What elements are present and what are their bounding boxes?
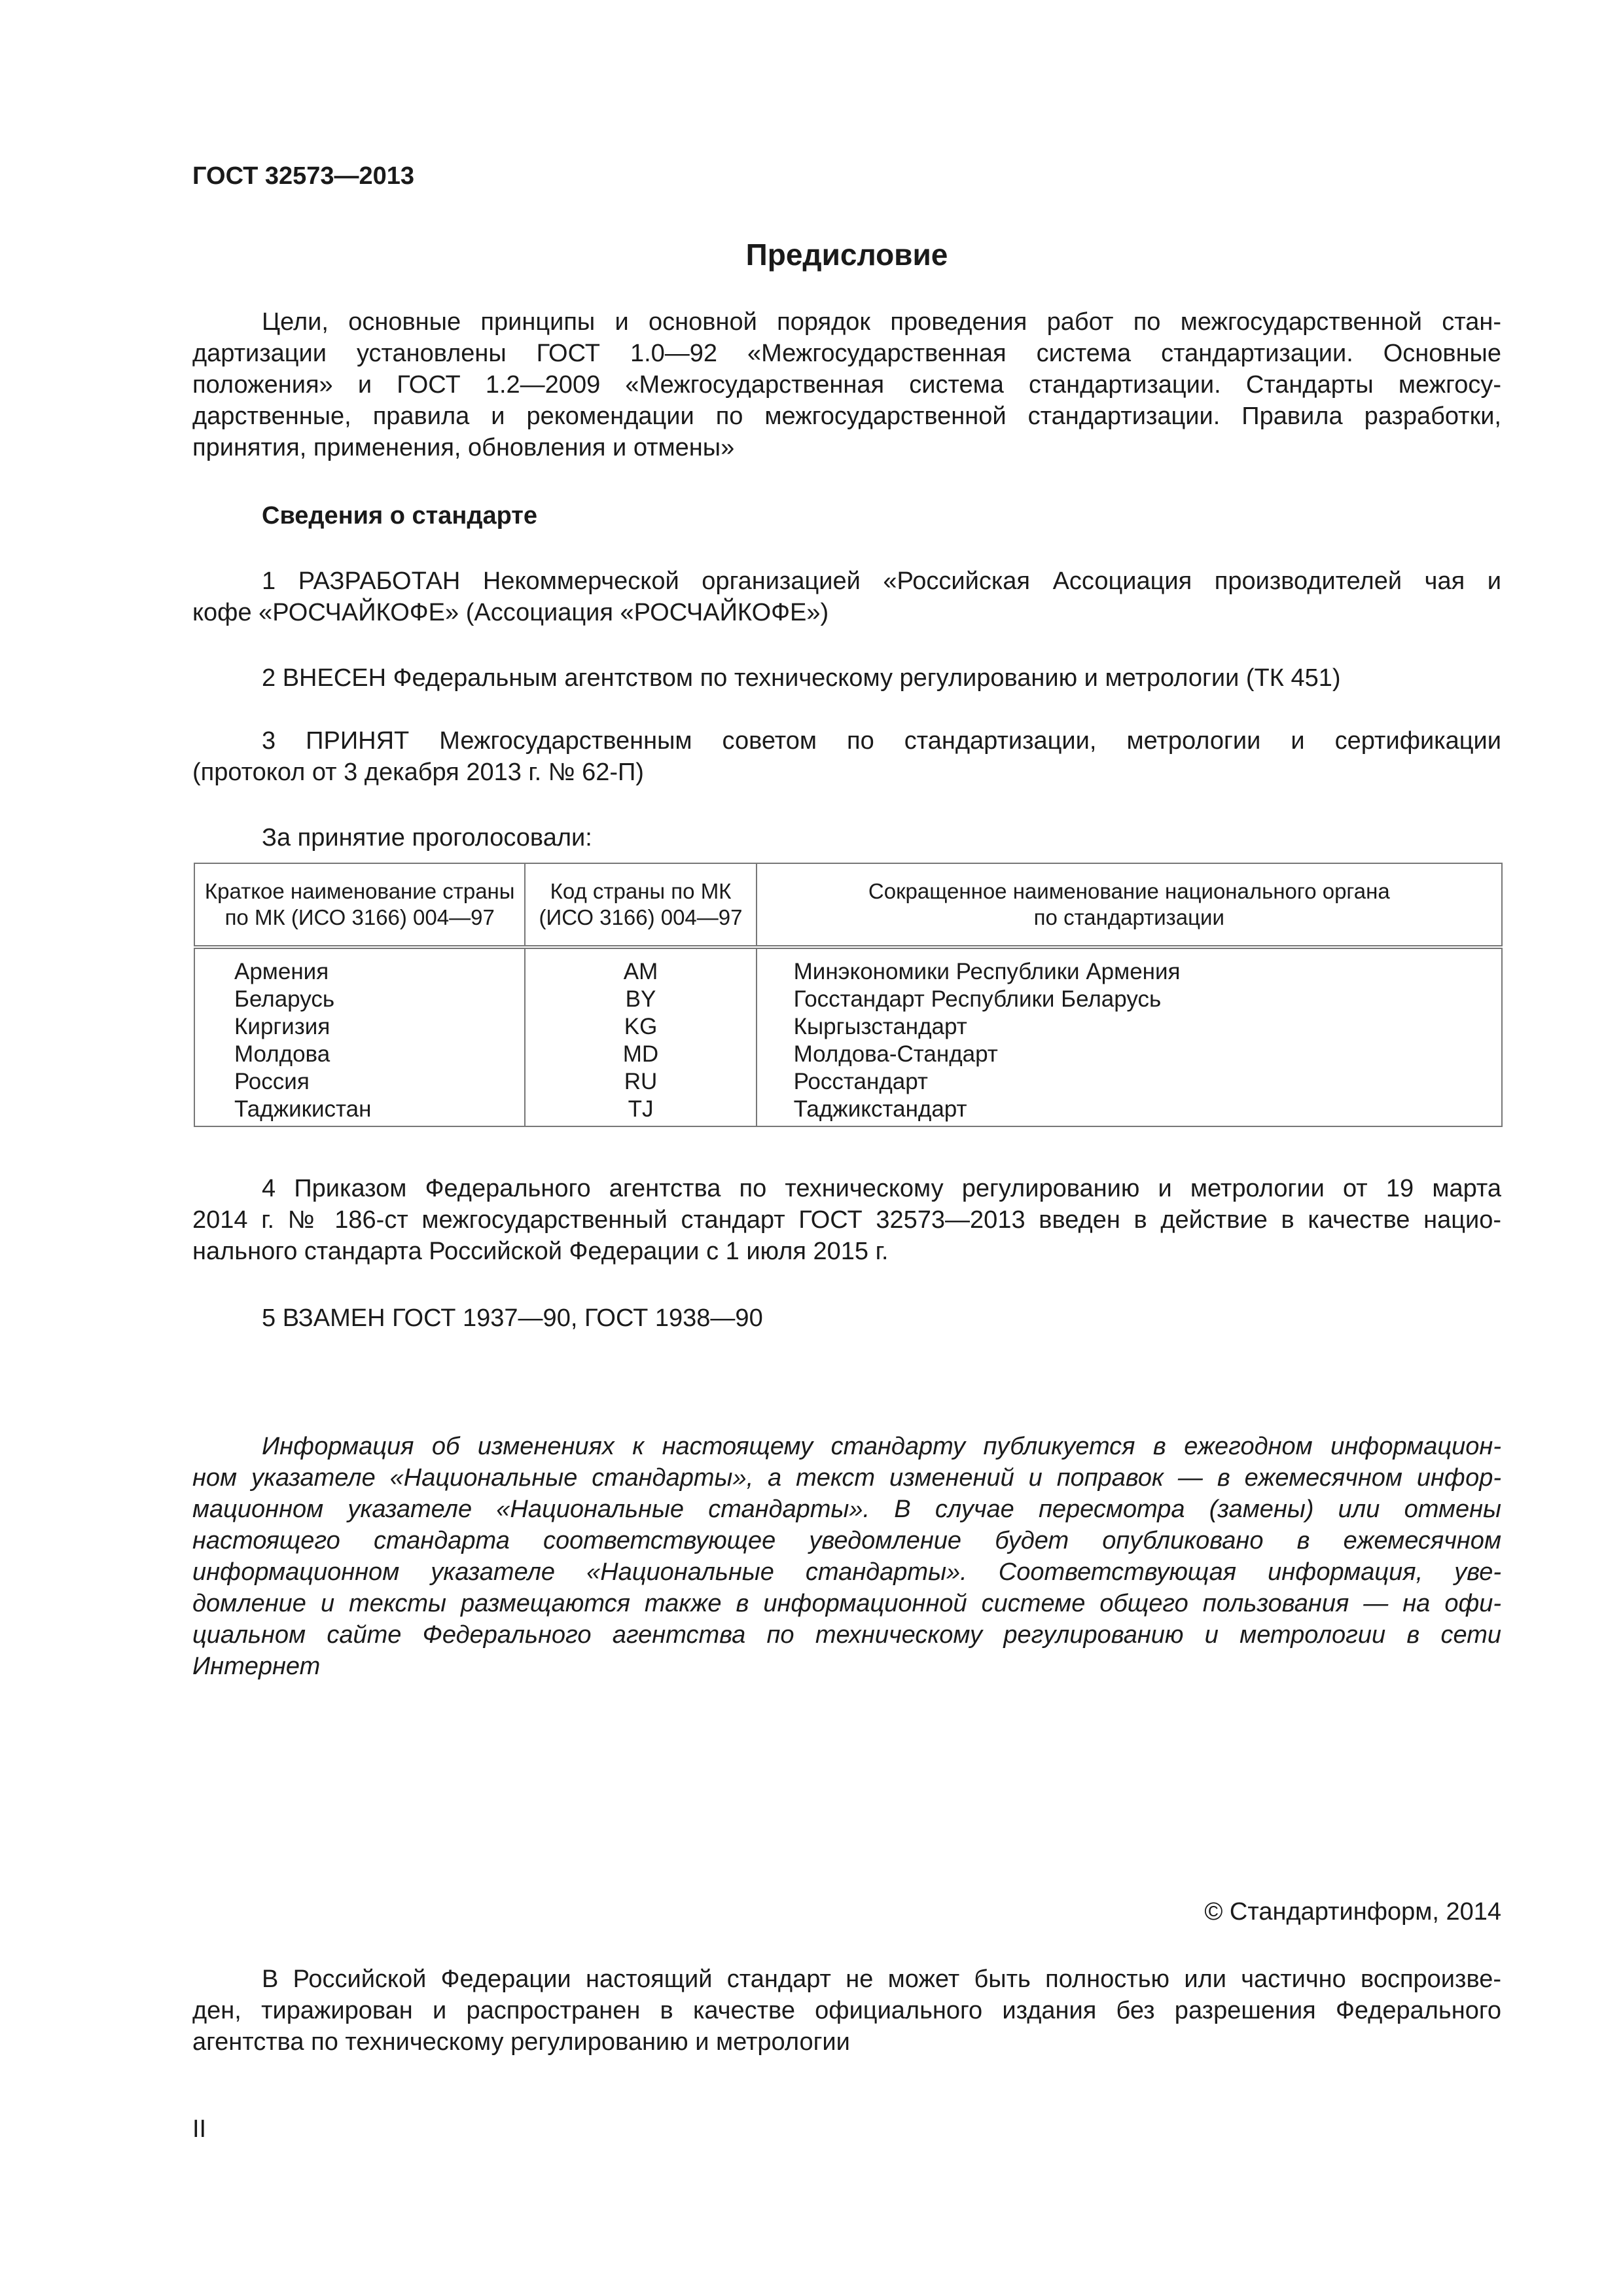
page-number: II (192, 2115, 207, 2143)
country-name: Армения (234, 959, 329, 984)
rights-line: ден, тиражирован и распространен в качестве официального издания без разрешения Федерального (192, 1997, 1501, 2024)
notice-paragraph (192, 1431, 1501, 1682)
notice-line: домление и тексты размещаются также в информационной системе общего пользования — на офи- (192, 1590, 1501, 1617)
notice-line: Информация об изменениях к настоящему стандарту публикуется в ежегодном информацион- (262, 1433, 1501, 1460)
column-header-code: Код страны по МК (ИСО 3166) 004—97 (525, 863, 756, 947)
country-code: KG (624, 1014, 658, 1039)
column-header-country: Краткое наименование страны по МК (ИСО 3166) 004—97 (194, 863, 525, 947)
item-4-line: 2014 г. № 186-ст межгосударственный стандарт ГОСТ 32573—2013 введен в действие в качестве нацио- (192, 1206, 1501, 1234)
item-4-line: нального стандарта Российской Федерации с 1 июля 2015 г. (192, 1238, 889, 1265)
item-5: 5 ВЗАМЕН ГОСТ 1937—90, ГОСТ 1938—90 (262, 1304, 763, 1332)
vote-table-body (194, 947, 1502, 1126)
code-column (525, 947, 756, 1126)
country-code: AM (623, 959, 658, 984)
intro-line: Цели, основные принципы и основной порядок проведения работ по межгосударственной стан- (262, 308, 1501, 336)
national-body: Минэкономики Республики Армения (793, 959, 1181, 984)
rights-paragraph (192, 1964, 1501, 2058)
country-column (194, 947, 525, 1126)
intro-line: дарственные, правила и рекомендации по межгосударственной стандартизации. Правила разработки, (192, 403, 1501, 430)
country-code: BY (625, 986, 656, 1012)
vote-table-header-row (194, 863, 1502, 947)
national-body: Молдова-Стандарт (793, 1041, 998, 1067)
national-body: Госстандарт Республики Беларусь (793, 986, 1162, 1012)
column-header-body: Сокращенное наименование национального органа по стандартизации (757, 863, 1502, 947)
country-name: Таджикистан (234, 1096, 372, 1122)
section-heading: Сведения о стандарте (262, 502, 538, 529)
country-code: TJ (628, 1096, 654, 1122)
item-1-line: 1 РАЗРАБОТАН Некоммерческой организацией «Российская Ассоциация производителей чая и (262, 567, 1501, 595)
country-code: RU (624, 1069, 658, 1094)
intro-line: дартизации установлены ГОСТ 1.0—92 «Межгосударственная система стандартизации. Основные (192, 340, 1501, 367)
notice-line: информационном указателе «Национальные стандарты». Соответствующая информация, уве- (192, 1558, 1501, 1586)
country-name: Киргизия (234, 1014, 330, 1039)
intro-line: положения» и ГОСТ 1.2—2009 «Межгосударственная система стандартизации. Стандарты межгосу- (192, 371, 1501, 399)
notice-line: циальном сайте Федерального агентства по техническому регулированию и метрологии в сети (192, 1621, 1501, 1649)
copyright: © Стандартинформ, 2014 (1204, 1898, 1501, 1926)
item-3 (192, 725, 1501, 788)
national-body: Таджикстандарт (793, 1096, 967, 1122)
vote-table (194, 863, 1503, 1127)
country-name: Россия (234, 1069, 310, 1094)
item-4 (192, 1173, 1501, 1267)
national-body: Росстандарт (793, 1069, 928, 1094)
notice-line: Интернет (192, 1653, 321, 1680)
intro-paragraph (192, 306, 1501, 463)
rights-line: агентства по техническому регулированию и метрологии (192, 2028, 850, 2056)
intro-line: принятия, применения, обновления и отмены» (192, 434, 735, 461)
national-body: Кыргызстандарт (793, 1014, 967, 1039)
item-1 (192, 565, 1501, 628)
country-code: MD (622, 1041, 659, 1067)
item-4-line: 4 Приказом Федерального агентства по техническому регулированию и метрологии от 19 марта (262, 1175, 1501, 1202)
country-name: Беларусь (234, 986, 335, 1012)
vote-intro: За принятие проголосовали: (262, 824, 592, 852)
notice-line: мационном указателе «Национальные стандарты». В случае пересмотра (замены) или отмены (192, 1496, 1501, 1523)
notice-line: ном указателе «Национальные стандарты», а текст изменений и поправок — в ежемесячном инфор- (192, 1464, 1501, 1492)
item-1-line: кофе «РОСЧАЙКОФЕ» (Ассоциация «РОСЧАЙКОФЕ») (192, 599, 829, 626)
document-code-header: ГОСТ 32573—2013 (192, 162, 415, 190)
item-3-line: 3 ПРИНЯТ Межгосударственным советом по стандартизации, метрологии и сертификации (262, 727, 1501, 755)
notice-line: настоящего стандарта соответствующее уведомление будет опубликовано в ежемесячном (192, 1527, 1501, 1554)
item-3-line: (протокол от 3 декабря 2013 г. № 62-П) (192, 759, 644, 786)
page-title: Предисловие (745, 238, 948, 272)
body-column (757, 947, 1502, 1126)
rights-line: В Российской Федерации настоящий стандарт не может быть полностью или частично воспроизве- (262, 1965, 1501, 1993)
item-2: 2 ВНЕСЕН Федеральным агентством по техническому регулированию и метрологии (ТК 451) (262, 664, 1341, 692)
country-name: Молдова (234, 1041, 330, 1067)
